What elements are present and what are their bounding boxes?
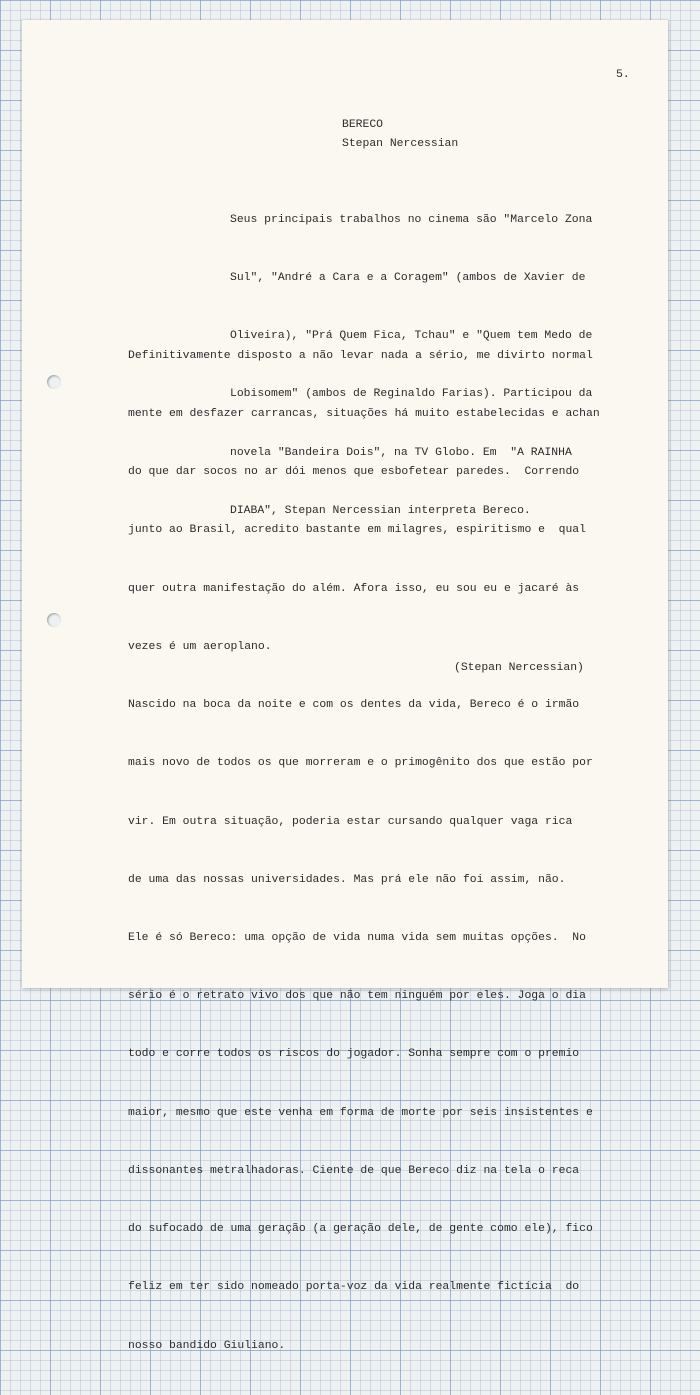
- text-line: junto ao Brasil, acredito bastante em milagres, espiritismo e qual: [128, 524, 586, 537]
- text-line: DIABA", Stepan Nercessian interpreta Bereco.: [230, 504, 531, 517]
- text-line: mais novo de todos os que morreram e o primogênito dos que estão por: [128, 757, 593, 770]
- text-line: Nascido na boca da noite e com os dentes da vida, Bereco é o irmão: [128, 699, 580, 712]
- text-line: Sul", "André a Cara e a Coragem" (ambos de Xavier de: [230, 272, 586, 285]
- binder-hole: [47, 613, 61, 627]
- text-line: vir. Em outra situação, poderia estar cursando qualquer vaga rica: [128, 815, 573, 828]
- text-line: quer outra manifestação do além. Afora isso, eu sou eu e jacaré às: [128, 582, 580, 595]
- text-line: Definitivamente disposto a não levar nada a sério, me divirto normal: [128, 349, 593, 362]
- text-line: Lobisomem" (ambos de Reginaldo Farias). Participou da: [230, 388, 593, 401]
- text-line: novela "Bandeira Dois", na TV Globo. Em "A RAINHA: [230, 446, 572, 459]
- binder-hole: [47, 375, 61, 389]
- text-line: nosso bandido Giuliano.: [128, 1339, 286, 1352]
- text-line: feliz em ter sido nomeado porta-voz da vida realmente fictícia do: [128, 1281, 580, 1294]
- author-name: Stepan Nercessian: [342, 138, 459, 150]
- text-line: do que dar socos no ar dói menos que esbofetear paredes. Correndo: [128, 466, 580, 479]
- text-line: sério é o retrato vivo dos que não tem ninguém por eles. Joga o dia: [128, 990, 586, 1003]
- text-line: todo e corre todos os riscos do jogador. Sonha sempre com o premio: [128, 1048, 580, 1061]
- signature: (Stepan Nercessian): [454, 662, 584, 674]
- text-line: dissonantes metralhadoras. Ciente de que Bereco diz na tela o reca: [128, 1164, 580, 1177]
- text-line: Ele é só Bereco: uma opção de vida numa vida sem muitas opções. No: [128, 932, 586, 944]
- text-line: Oliveira), "Prá Quem Fica, Tchau" e "Quem tem Medo de: [230, 330, 593, 343]
- text-line: mente em desfazer carrancas, situações há muito estabelecidas e achan: [128, 408, 600, 421]
- text-line: maior, mesmo que este venha em forma de morte por seis insistentes e: [128, 1106, 593, 1119]
- text-line: do sufocado de uma geração (a geração dele, de gente como ele), fico: [128, 1223, 593, 1236]
- text-line: de uma das nossas universidades. Mas prá ele não foi assim, não.: [128, 873, 566, 886]
- text-line: Seus principais trabalhos no cinema são "Marcelo Zona: [230, 213, 593, 226]
- body-paragraphs: [128, 308, 600, 1395]
- document-title: BERECO: [342, 119, 384, 131]
- typewritten-page: [22, 20, 668, 1352]
- page-number: 5.: [616, 69, 630, 81]
- text-line: vezes é um aeroplano.: [128, 640, 272, 653]
